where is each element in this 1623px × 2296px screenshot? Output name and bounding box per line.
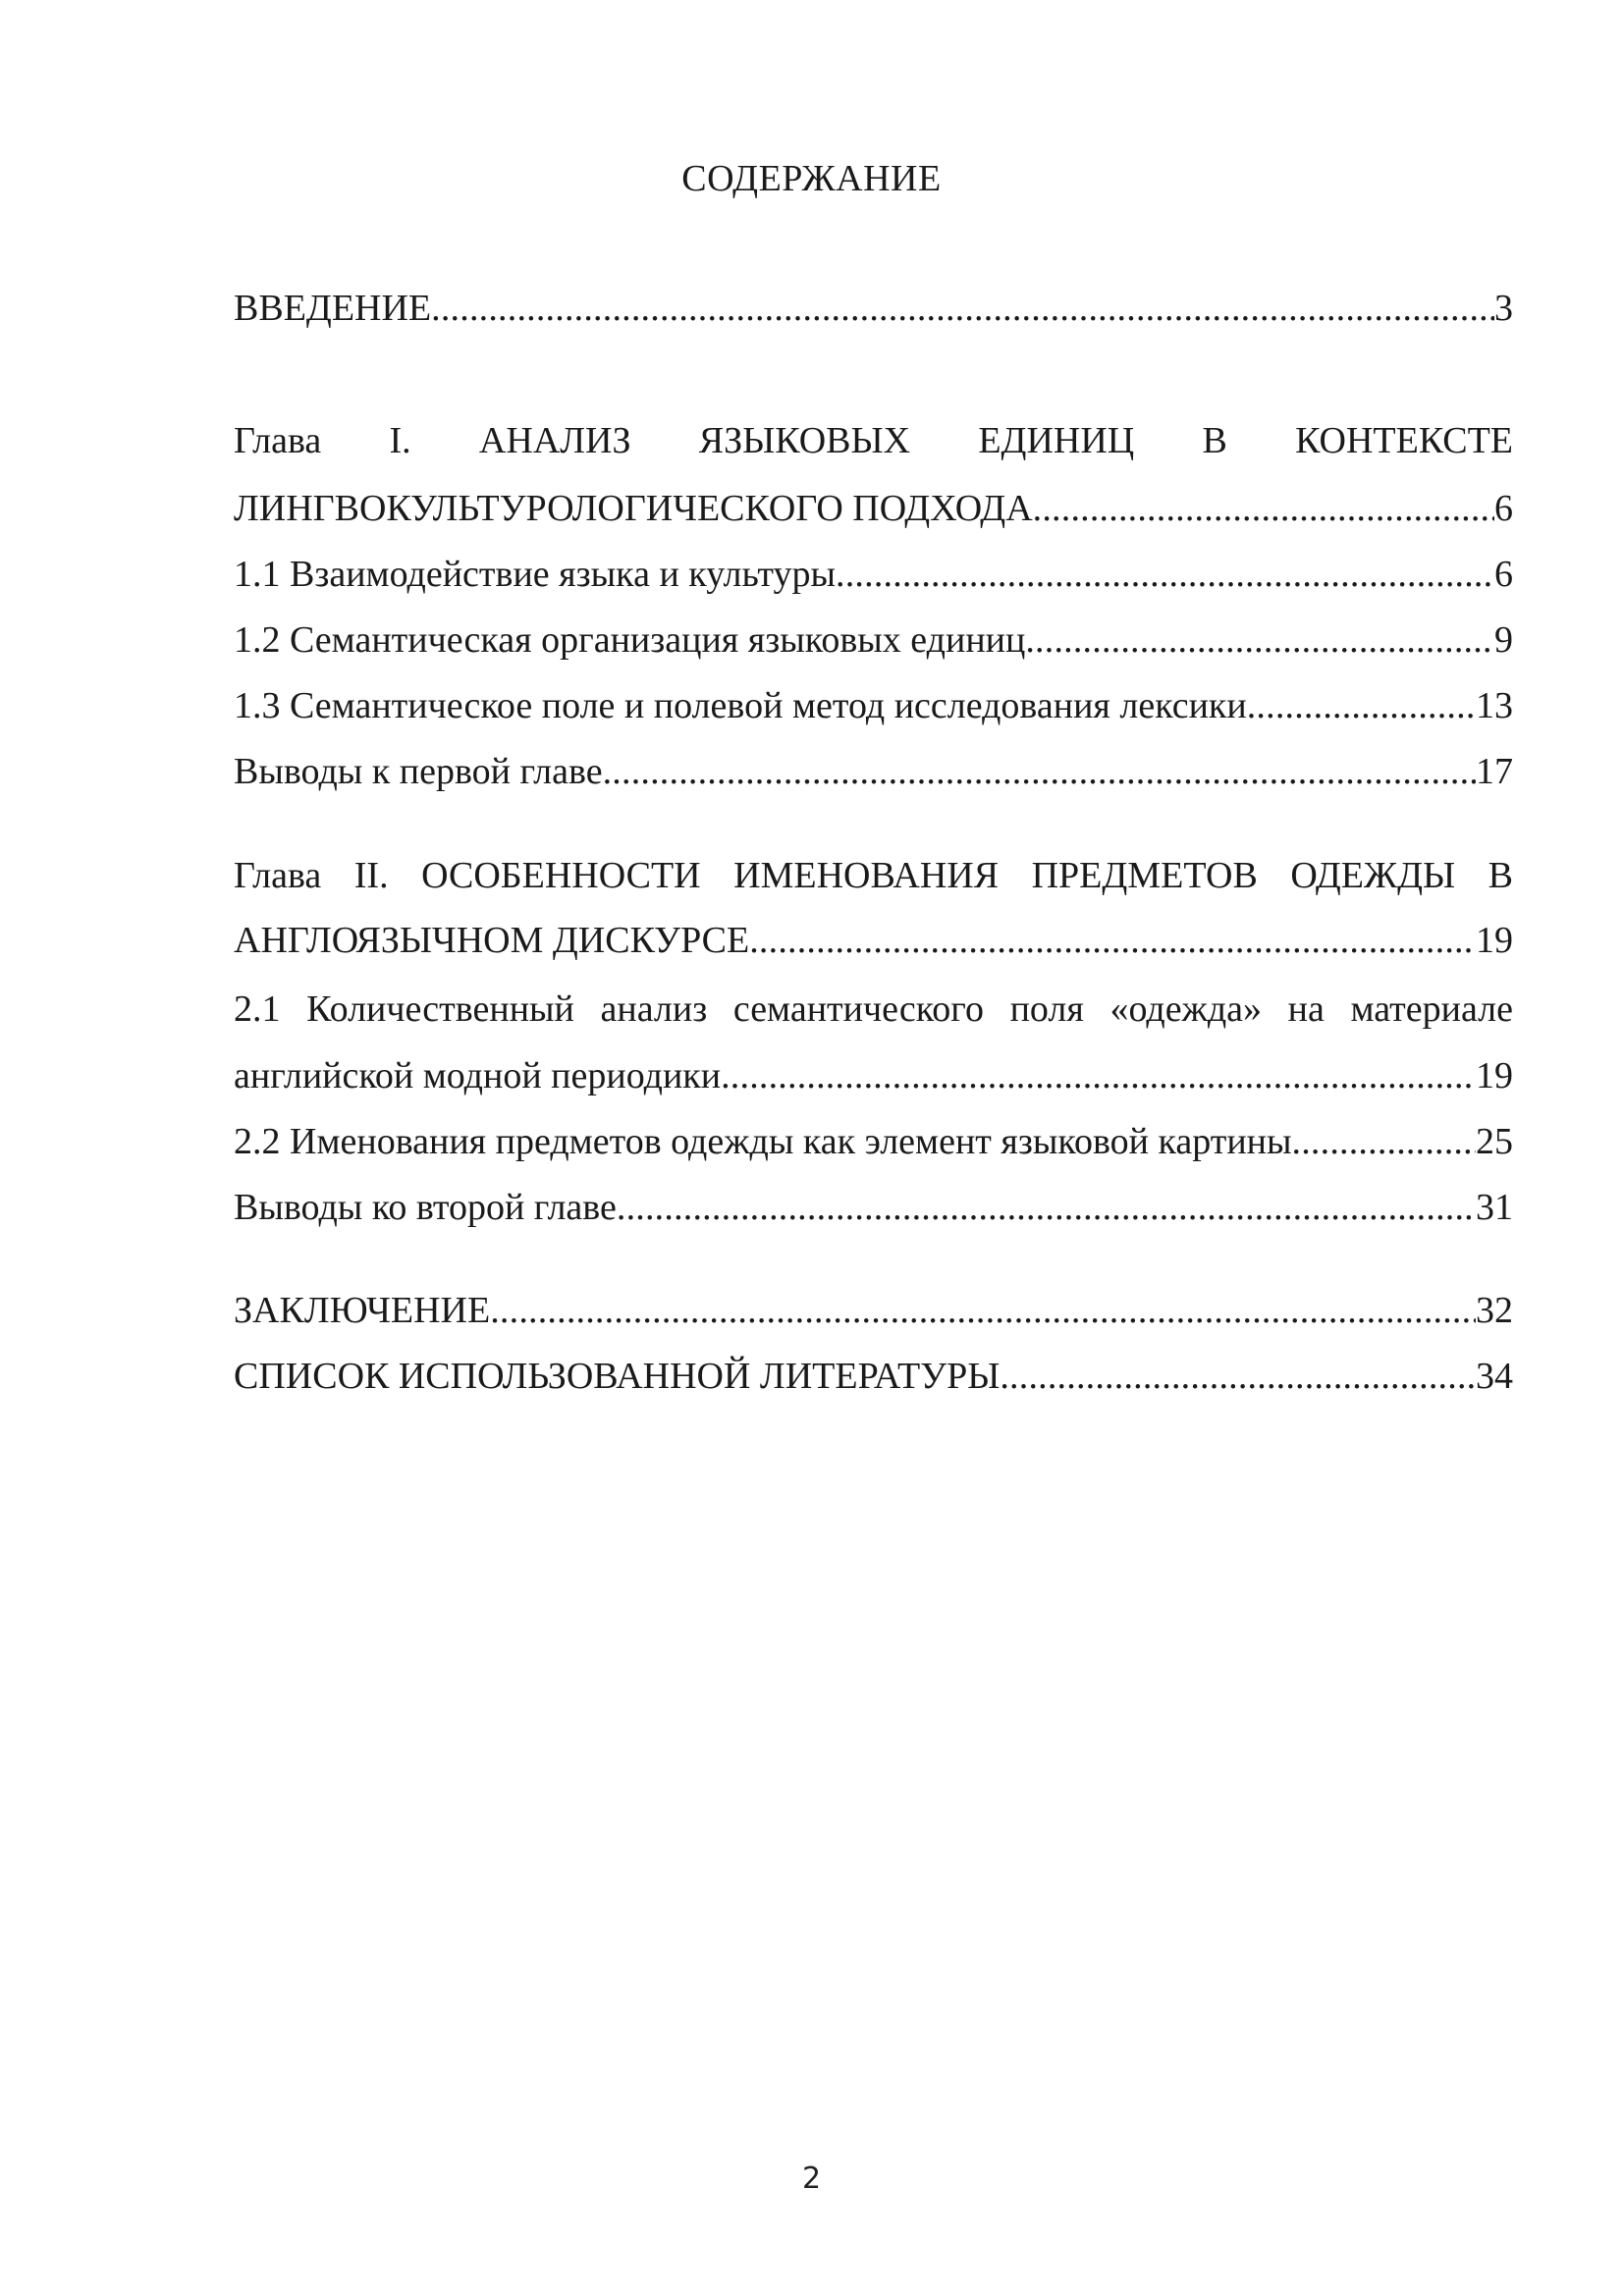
toc-section-1-2 (234, 611, 1513, 669)
toc-entry-label: Выводы к первой главе (234, 751, 603, 792)
toc-chapter1-summary (234, 742, 1513, 801)
toc-entry-label: 1.2 Семантическая организация языковых единиц (234, 619, 1026, 661)
dot-leader (1247, 676, 1476, 735)
toc-chapter2-heading-line1: Глава II. ОСОБЕННОСТИ ИМЕНОВАНИЯ ПРЕДМЕТОВ ОДЕЖДЫ В (234, 855, 1513, 896)
toc-entry-label: 1.3 Семантическое поле и полевой метод исследования лексики (234, 685, 1247, 726)
dot-leader (836, 545, 1494, 604)
toc-entry-label: СПИСОК ИСПОЛЬЗОВАННОЙ ЛИТЕРАТУРЫ (234, 1356, 1001, 1397)
dot-leader (1025, 611, 1494, 669)
toc-entry-references (234, 1347, 1513, 1406)
toc-page-number: 3 (1494, 288, 1513, 329)
toc-page-number: 19 (1476, 920, 1513, 961)
toc-section-2-1-line2 (234, 1046, 1513, 1105)
dot-leader (749, 911, 1476, 970)
toc-page-number: 34 (1476, 1356, 1513, 1397)
toc-chapter1-heading-line1: Глава I. АНАЛИЗ ЯЗЫКОВЫХ ЕДИНИЦ В КОНТЕКСТЕ (234, 420, 1513, 461)
toc-entry-label: АНГЛОЯЗЫЧНОМ ДИСКУРСЕ (234, 920, 750, 961)
toc-section-1-3 (234, 676, 1513, 735)
toc-page-number: 9 (1494, 619, 1513, 661)
toc-page-number: 17 (1476, 751, 1513, 792)
dot-leader (721, 1046, 1476, 1105)
toc-entry-label: ЗАКЛЮЧЕНИЕ (234, 1290, 491, 1331)
toc-page-number: 19 (1476, 1055, 1513, 1096)
toc-chapter1-heading-line2 (234, 479, 1513, 538)
dot-leader (1292, 1112, 1476, 1171)
dot-leader (1000, 1347, 1476, 1406)
toc-chapter2-heading-line2 (234, 911, 1513, 970)
dot-leader (603, 742, 1476, 801)
toc-entry-label: английской модной периодики (234, 1055, 722, 1096)
toc-entry-label: ЛИНГВОКУЛЬТУРОЛОГИЧЕСКОГО ПОДХОДА (234, 488, 1033, 529)
toc-section-2-2 (234, 1112, 1513, 1171)
toc-page-number: 6 (1494, 488, 1513, 529)
dot-leader (617, 1178, 1476, 1237)
toc-entry-introduction (234, 279, 1513, 338)
page-title: СОДЕРЖАНИЕ (681, 158, 942, 199)
dot-leader (1033, 479, 1494, 538)
toc-page-number: 31 (1476, 1187, 1513, 1228)
toc-section-2-1-line1: 2.1 Количественный анализ семантического поля «одежда» на материале (234, 988, 1513, 1030)
toc-entry-label: 1.1 Взаимодействие языка и культуры (234, 554, 837, 595)
toc-page-number: 13 (1476, 685, 1513, 726)
dot-leader (490, 1281, 1476, 1340)
toc-chapter2-summary (234, 1178, 1513, 1237)
toc-entry-conclusion (234, 1281, 1513, 1340)
toc-page-number: 25 (1476, 1121, 1513, 1162)
toc-entry-label: ВВЕДЕНИЕ (234, 288, 432, 329)
toc-page-number: 32 (1476, 1290, 1513, 1331)
page-number: 2 (801, 2162, 822, 2196)
toc-entry-label: 2.2 Именования предметов одежды как элемент языковой картины (234, 1121, 1292, 1162)
dot-leader (431, 279, 1494, 338)
toc-entry-label: Выводы ко второй главе (234, 1187, 617, 1228)
toc-section-1-1 (234, 545, 1513, 604)
toc-page-number: 6 (1494, 554, 1513, 595)
